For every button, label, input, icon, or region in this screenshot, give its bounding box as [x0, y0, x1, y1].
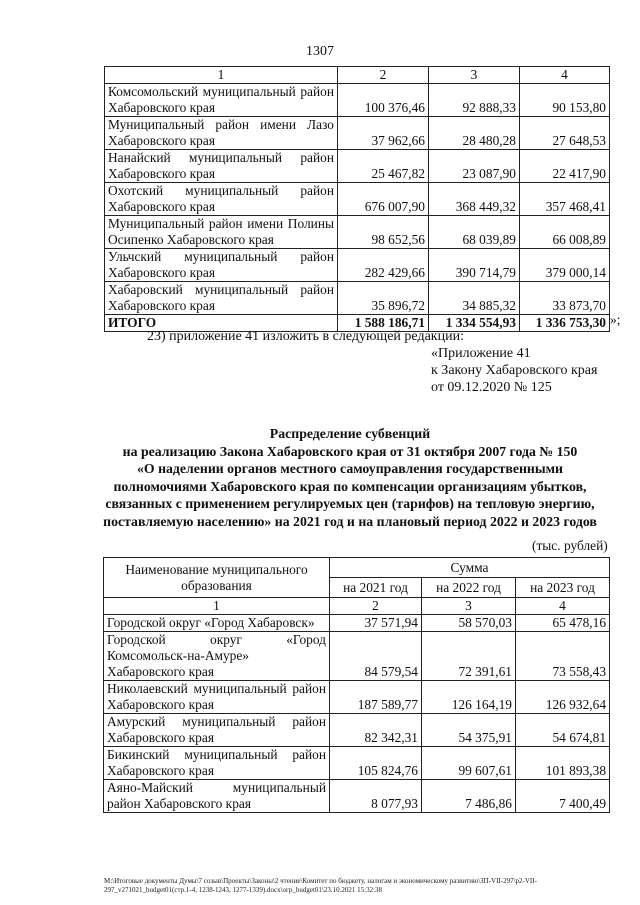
amount-2022: 92 888,33 — [429, 84, 520, 117]
table1-col-index: 2 — [338, 67, 429, 84]
table2-col-index: 4 — [516, 598, 610, 615]
table-row — [104, 615, 610, 632]
title-line: «О наделении органов местного самоуправления государственными — [136, 461, 564, 477]
table-row — [105, 84, 610, 117]
amount-2022: 58 570,03 — [422, 615, 516, 632]
amount-2023: 101 893,38 — [516, 747, 610, 780]
amount-2022: 23 087,90 — [429, 150, 520, 183]
amount-2023: 65 478,16 — [516, 615, 610, 632]
amount-2021: 1 588 186,71 — [338, 315, 429, 332]
amount-2023: 66 008,89 — [520, 216, 610, 249]
column-header-sum: Сумма — [330, 558, 610, 578]
amount-2023: 379 000,14 — [520, 249, 610, 282]
amount-2023: 27 648,53 — [520, 117, 610, 150]
municipality-name: Нанайский муниципальный район Хабаровского края — [105, 150, 338, 183]
amount-2022: 34 885,32 — [429, 282, 520, 315]
title-line: полномочиями Хабаровского края по компенсации организациям убытков, — [113, 478, 587, 494]
title-line: связанных с применением регулируемых цен (тарифов) на тепловую энергию, — [105, 496, 595, 512]
amount-2021: 25 467,82 — [338, 150, 429, 183]
table-row — [104, 747, 610, 780]
amount-2022: 390 714,79 — [429, 249, 520, 282]
table1-col-index: 4 — [520, 67, 610, 84]
table-row — [105, 249, 610, 282]
table-row — [105, 282, 610, 315]
title-line: на реализацию Закона Хабаровского края от 31 октября 2007 года № 150 — [122, 443, 578, 459]
table-row — [105, 183, 610, 216]
footer-line: M:\Итоговые документы Думы\7 созыв\Проекты\Законы\2 чтение\Комитет по бюджету, налогам и экономическому развитию\ЗП-VII-297\р2-VII- — [104, 877, 537, 885]
table1-col-index: 1 — [105, 67, 338, 84]
table2-col-index: 1 — [104, 598, 330, 615]
municipality-name: Муниципальный район имени Лазо Хабаровского края — [105, 117, 338, 150]
amount-2023: 357 468,41 — [520, 183, 610, 216]
amount-2022: 7 486,86 — [422, 780, 516, 813]
appendix-law: к Закону Хабаровского края — [431, 363, 598, 378]
table1-index-row — [105, 67, 610, 84]
municipality-name: Охотский муниципальный район Хабаровского края — [105, 183, 338, 216]
column-header-year: на 2022 год — [422, 578, 516, 598]
document-title — [80, 425, 620, 531]
amount-2022: 126 164,19 — [422, 681, 516, 714]
amount-2021: 282 429,66 — [338, 249, 429, 282]
amount-2022: 54 375,91 — [422, 714, 516, 747]
municipality-name: Бикинский муниципальный район Хабаровского края — [104, 747, 330, 780]
amendment-text: 23) приложение 41 изложить в следующей редакции: — [147, 329, 464, 344]
amount-2023: 54 674,81 — [516, 714, 610, 747]
page-number: 1307 — [306, 44, 334, 59]
table-row — [104, 632, 610, 681]
amount-2021: 37 571,94 — [330, 615, 422, 632]
municipality-name: Комсомольский муниципальный район Хабаровского края — [105, 84, 338, 117]
amount-2023: 73 558,43 — [516, 632, 610, 681]
amount-2021: 100 376,46 — [338, 84, 429, 117]
amount-2023: 1 336 753,30 — [520, 315, 610, 332]
municipality-name: Николаевский муниципальный район Хабаровского края — [104, 681, 330, 714]
amount-2021: 98 652,56 — [338, 216, 429, 249]
table-row — [105, 150, 610, 183]
units-label: (тыс. рублей) — [532, 538, 608, 553]
appendix-label: «Приложение 41 — [431, 346, 531, 361]
title-line: поставляемую населению» на 2021 год и на плановый период 2022 и 2023 годов — [103, 513, 597, 529]
subvention-distribution-table — [103, 557, 610, 813]
table1-col-index: 3 — [429, 67, 520, 84]
municipality-name: Аяно-Майский муниципальный район Хабаровского края — [104, 780, 330, 813]
appendix-date: от 09.12.2020 № 125 — [431, 380, 552, 395]
amount-2022: 99 607,61 — [422, 747, 516, 780]
footer-line: 297_v271021_budget01(стр.1-4, 1238-1243, 1277-1339).docx\огр_budget01\23.10.2021 15:32:38 — [104, 886, 383, 894]
title-line: Распределение субвенций — [269, 426, 431, 441]
amount-2023: 22 417,90 — [520, 150, 610, 183]
municipality-name: Ульчский муниципальный район Хабаровского края — [105, 249, 338, 282]
table2-index-row — [104, 598, 610, 615]
amount-2022: 368 449,32 — [429, 183, 520, 216]
amount-2023: 7 400,49 — [516, 780, 610, 813]
amount-2022: 72 391,61 — [422, 632, 516, 681]
subvention-table-continued — [104, 66, 610, 332]
amount-2021: 35 896,72 — [338, 282, 429, 315]
municipality-name: Амурский муниципальный район Хабаровского края — [104, 714, 330, 747]
municipality-name: Городской округ «Город Комсомольск-на-Амуре» Хабаровского края — [104, 632, 330, 681]
municipality-name: ИТОГО — [105, 315, 338, 332]
amount-2021: 8 077,93 — [330, 780, 422, 813]
table2-col-index: 2 — [330, 598, 422, 615]
table-row — [104, 714, 610, 747]
table1-closing-quote: »; — [610, 312, 621, 327]
column-header-year: на 2023 год — [516, 578, 610, 598]
table-row — [105, 117, 610, 150]
file-path-footer — [104, 877, 619, 895]
municipality-name: Хабаровский муниципальный район Хабаровского края — [105, 282, 338, 315]
amount-2023: 33 873,70 — [520, 282, 610, 315]
table2-col-index: 3 — [422, 598, 516, 615]
amount-2022: 68 039,89 — [429, 216, 520, 249]
municipality-name: Городской округ «Город Хабаровск» — [104, 615, 330, 632]
amount-2021: 37 962,66 — [338, 117, 429, 150]
amount-2023: 90 153,80 — [520, 84, 610, 117]
amount-2021: 676 007,90 — [338, 183, 429, 216]
amount-2022: 28 480,28 — [429, 117, 520, 150]
column-header-year: на 2021 год — [330, 578, 422, 598]
amount-2021: 187 589,77 — [330, 681, 422, 714]
amount-2021: 105 824,76 — [330, 747, 422, 780]
column-header-name: Наименование муниципального образования — [104, 558, 330, 598]
table-row — [104, 780, 610, 813]
amount-2023: 126 932,64 — [516, 681, 610, 714]
amount-2021: 82 342,31 — [330, 714, 422, 747]
amount-2021: 84 579,54 — [330, 632, 422, 681]
table2-header-row — [104, 558, 610, 578]
municipality-name: Муниципальный район имени Полины Осипенко Хабаровского края — [105, 216, 338, 249]
amount-2022: 1 334 554,93 — [429, 315, 520, 332]
table-row — [105, 216, 610, 249]
table-row — [104, 681, 610, 714]
